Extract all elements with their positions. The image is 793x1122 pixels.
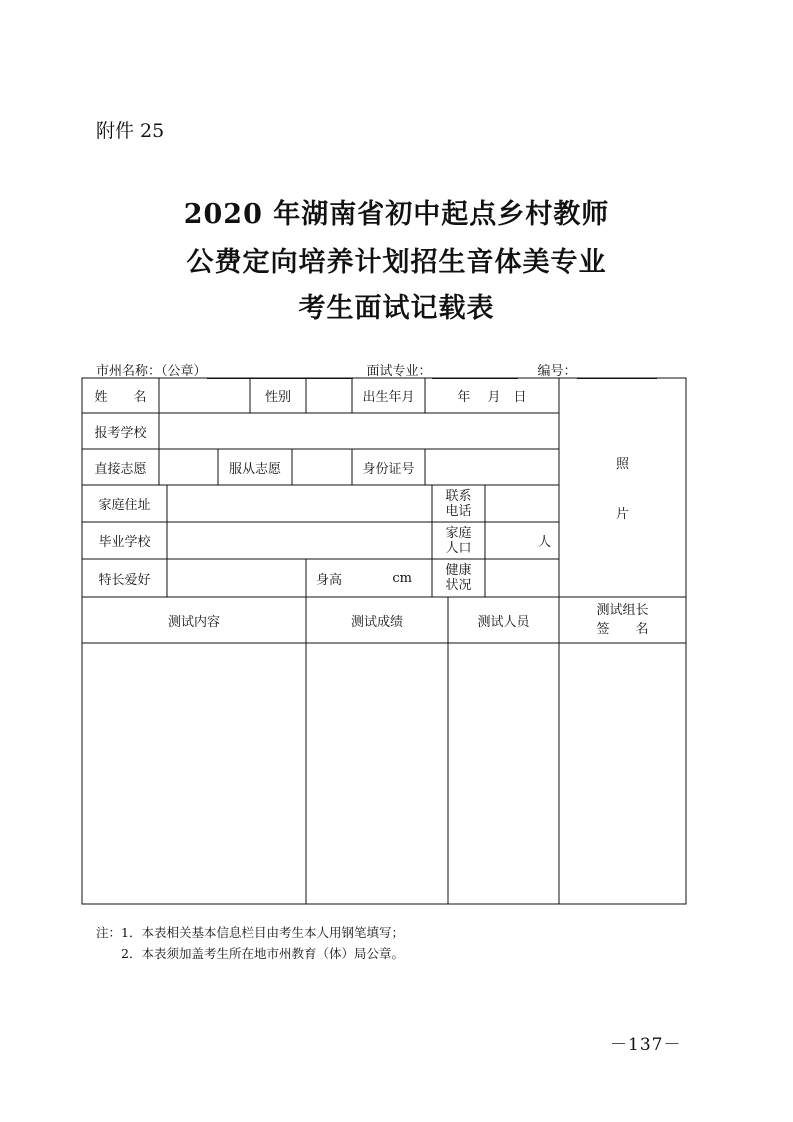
family-size-label-line-2: 人口: [445, 540, 472, 556]
health-label: [432, 559, 485, 597]
city-label: 市州名称：（公章）: [96, 364, 207, 379]
family-size-field[interactable]: [485, 522, 559, 559]
specialty-field[interactable]: [167, 559, 306, 597]
family-size-unit: 人: [537, 535, 551, 550]
home-address-field[interactable]: [167, 485, 432, 522]
height-unit: cm: [392, 570, 412, 586]
photo-label-2: 片: [615, 506, 629, 522]
direct-choice-label: 直接志愿: [94, 461, 147, 477]
phone-field[interactable]: [485, 485, 559, 522]
height-field[interactable]: [306, 559, 432, 597]
notes: [96, 922, 404, 964]
gender-field[interactable]: [306, 378, 352, 413]
phone-label: [432, 485, 485, 522]
photo-label-1: 照: [615, 456, 629, 472]
direct-choice-field[interactable]: [159, 449, 218, 485]
number-label: 编号：: [537, 364, 577, 379]
test-leader-header: [559, 597, 686, 643]
obey-choice-field[interactable]: [292, 449, 352, 485]
test-leader-line-2: 签 名: [596, 622, 649, 637]
phone-label-line-1: 联系: [445, 488, 472, 504]
graduate-school-label: 毕业学校: [98, 535, 151, 550]
test-score-field[interactable]: [306, 643, 448, 904]
name-field[interactable]: [159, 378, 250, 413]
test-leader-field[interactable]: [559, 643, 686, 904]
note-2: 2．本表须加盖考生所在地市州教育（体）局公章。: [121, 946, 404, 961]
obey-choice-label: 服从志愿: [228, 461, 281, 477]
birth-field[interactable]: 年 月 日: [457, 390, 527, 405]
test-leader-line-1: 测试组长: [596, 603, 649, 618]
family-size-label: [432, 522, 485, 559]
graduate-school-field[interactable]: [167, 522, 432, 559]
height-label: 身高: [316, 572, 343, 588]
attachment-label: 附件 25: [96, 120, 165, 142]
health-field[interactable]: [485, 559, 559, 597]
gender-label: 性别: [264, 390, 291, 405]
family-size-label-line-1: 家庭: [445, 525, 472, 541]
specialty-label: 特长爱好: [98, 572, 151, 588]
major-label: 面试专业：: [366, 364, 432, 379]
phone-label-line-2: 电话: [445, 503, 472, 519]
page-number: －137－: [610, 1035, 682, 1055]
title-line-1: 2020 年湖南省初中起点乡村教师: [183, 199, 610, 230]
title-line-3: 考生面试记载表: [298, 293, 495, 324]
health-label-line-2: 状况: [445, 578, 472, 593]
test-staff-header: 测试人员: [477, 614, 530, 630]
test-content-header: 测试内容: [167, 614, 220, 630]
exam-school-field[interactable]: [159, 413, 559, 449]
name-label: 姓 名: [94, 390, 147, 405]
birth-label: 出生年月: [362, 390, 415, 405]
health-label-line-1: 健康: [445, 563, 472, 578]
home-address-label: 家庭住址: [98, 498, 151, 513]
title-line-2: 公费定向培养计划招生音体美专业: [186, 247, 607, 278]
id-number-field[interactable]: [425, 449, 559, 485]
note-1: 注：1．本表相关基本信息栏目由考生本人用钢笔填写；: [96, 925, 404, 940]
exam-school-label: 报考学校: [94, 425, 147, 441]
test-content-field[interactable]: [82, 643, 306, 904]
test-staff-field[interactable]: [448, 643, 559, 904]
id-number-label: 身份证号: [362, 461, 415, 477]
test-score-header: 测试成绩: [350, 614, 403, 630]
